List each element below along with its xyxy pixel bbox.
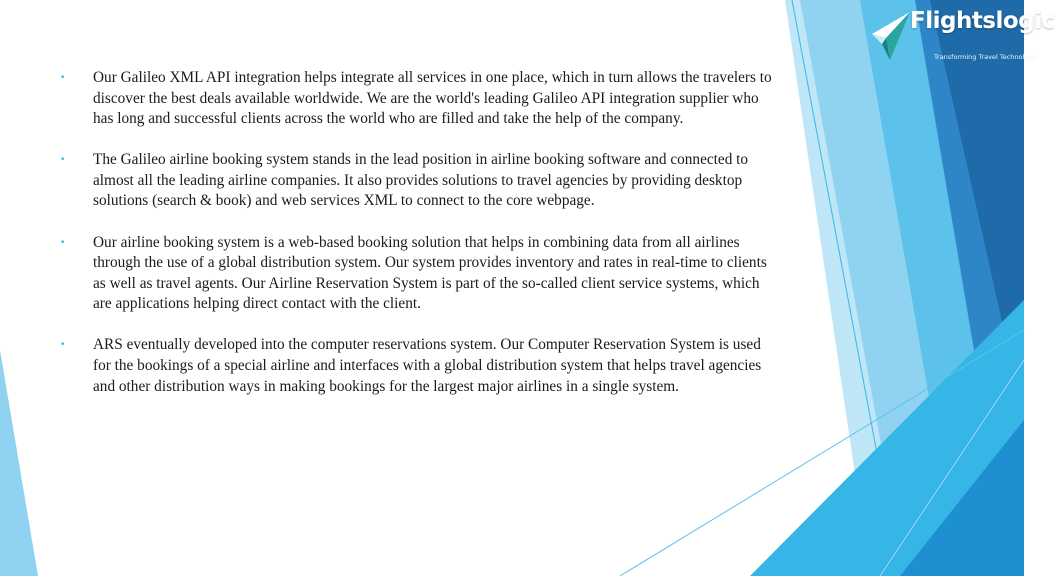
- list-item: [60, 335, 780, 397]
- left-edge-shape: [0, 350, 38, 576]
- paper-plane-icon: [870, 10, 912, 64]
- list-item: [60, 150, 780, 212]
- brand-tagline: Transforming Travel Technology: [934, 53, 1037, 61]
- bullet-icon: •: [60, 340, 66, 351]
- list-item-text: The Galileo airline booking system stands in the lead position in airline booking software and connected to almost all the leading airline companies. It also provides solutions to travel agencies by providing desktop solutions (search & book) and web services XML to connect to the core webpage.: [93, 151, 749, 210]
- bullet-icon: •: [60, 73, 66, 83]
- list-item-text: ARS eventually developed into the computer reservations system. Our Computer Reservation System is used for the bookings of a special airline and interfaces with a global distribution system that helps travel agencies and other distribution ways in making bookings for the largest major airlines in a single system.: [93, 336, 762, 395]
- brand-logo[interactable]: [868, 6, 1055, 66]
- list-item-text: Our airline booking system is a web-based booking solution that helps in combining data from all airlines through the use of a global distribution system. Our system provides inventory and rates in real-time to clients as well as travel agents. Our Airline Reservation System is part of the so-called client service systems, which are applications helping direct contact with the client.: [93, 233, 767, 313]
- bullet-icon: •: [60, 155, 66, 166]
- bullet-icon: •: [60, 237, 66, 248]
- bullet-list: [60, 68, 780, 418]
- list-item-text: Our Galileo XML API integration helps integrate all services in one place, which in turn allows the travelers to discover the best deals available worldwide. We are the world's leading Galileo API integration supplier who has long and successful clients across the world who are filled and take the help of the company.: [93, 69, 772, 128]
- list-item: [60, 233, 780, 315]
- list-item: [60, 68, 780, 130]
- brand-name: Flightslogic: [910, 8, 1055, 34]
